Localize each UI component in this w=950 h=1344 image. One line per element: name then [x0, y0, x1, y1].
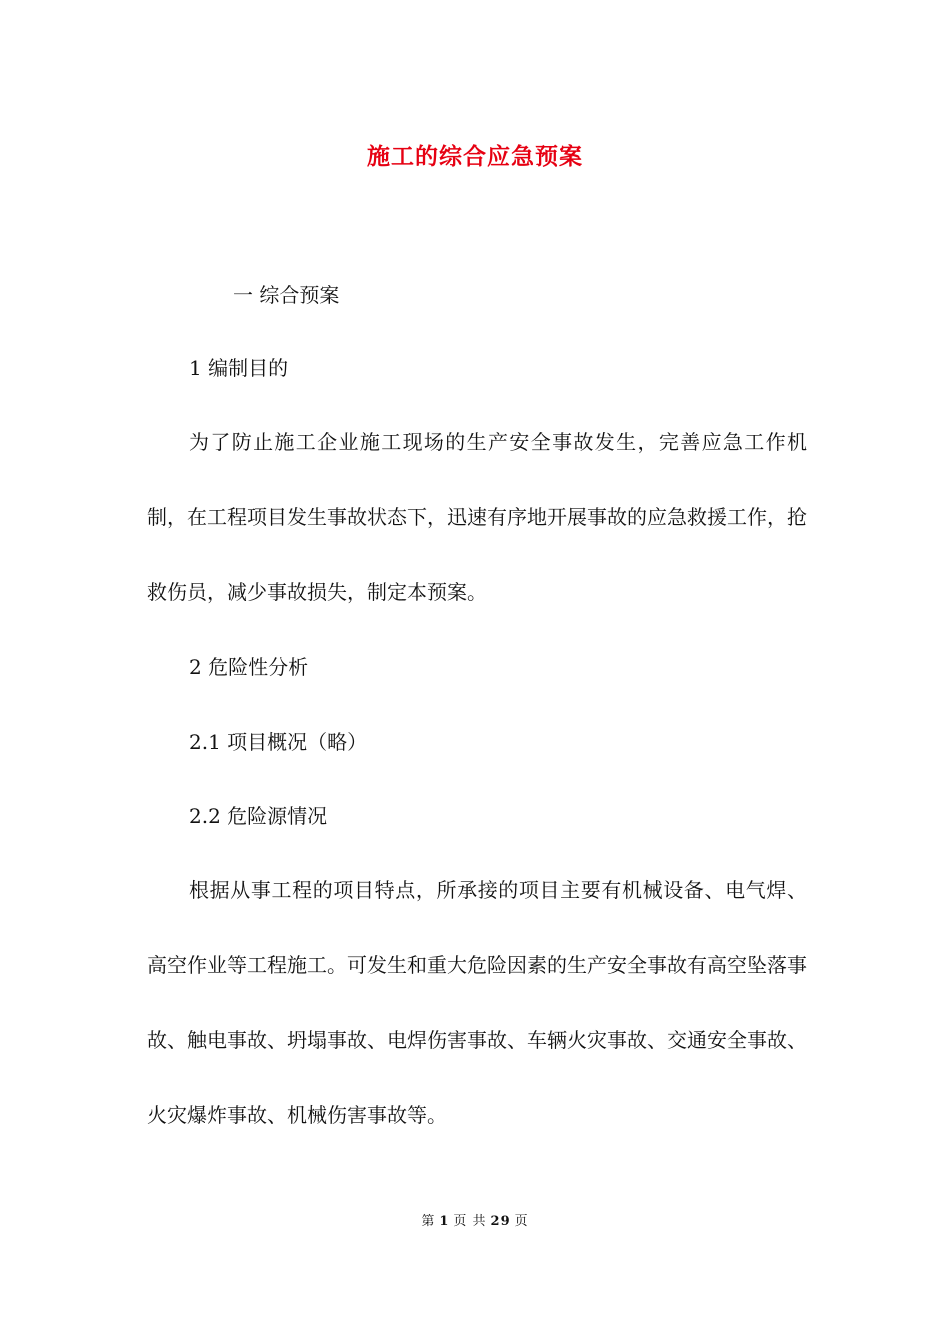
- footer-total-pages: 29: [490, 1214, 511, 1229]
- page-footer: [0, 1210, 950, 1229]
- document-title: 施工的综合应急预案: [367, 143, 583, 170]
- footer-prefix: 第: [421, 1214, 436, 1229]
- subsection-heading-1: 1 编制目的: [189, 356, 289, 380]
- paragraph-purpose: 为了防止施工企业施工现场的生产安全事故发生，完善应急工作机制，在工程项目发生事故状态下，迅速有序地开展事故的应急救援工作，抢救伤员，减少事故损失，制定本预案。: [147, 430, 807, 604]
- section-heading-2: 2 危险性分析: [189, 655, 309, 679]
- subsection-heading-2-2: 2.2 危险源情况: [189, 804, 328, 828]
- section-heading-1: 一 综合预案: [233, 283, 340, 307]
- subsection-heading-2-1: 2.1 项目概况（略）: [189, 730, 368, 754]
- footer-suffix: 页: [514, 1214, 529, 1229]
- footer-page-number: 1: [439, 1214, 450, 1229]
- footer-middle: 页 共: [453, 1214, 487, 1229]
- paragraph-hazards: 根据从事工程的项目特点，所承接的项目主要有机械设备、电气焊、高空作业等工程施工。可发生和重大危险因素的生产安全事故有高空坠落事故、触电事故、坍塌事故、电焊伤害事故、车辆火灾事故、交通安全事故、火灾爆炸事故、机械伤害事故等。: [147, 878, 807, 1127]
